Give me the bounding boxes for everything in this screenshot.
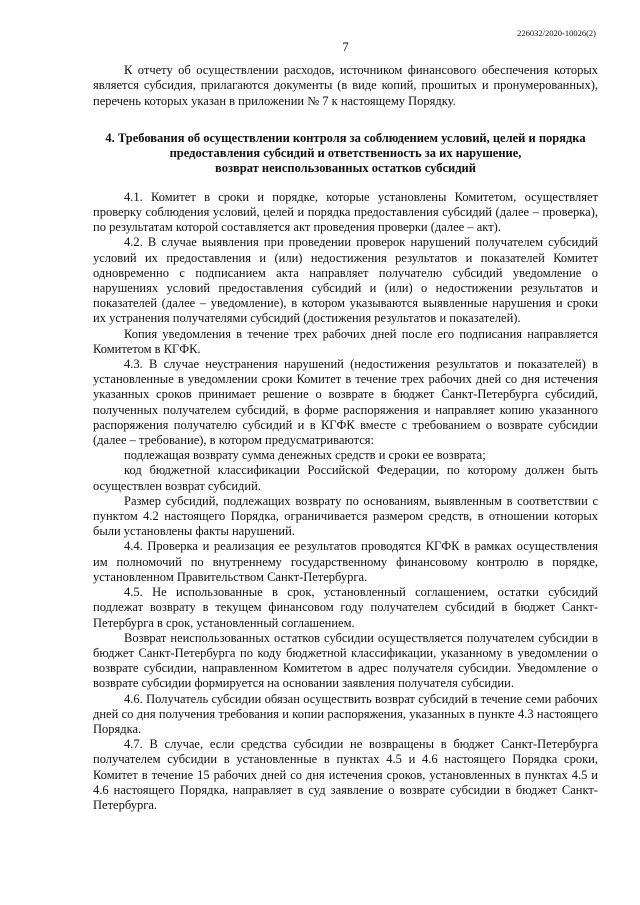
paragraph-4-3: 4.3. В случае неустранения нарушений (недостижения результатов и показателей) в установленные в уведомлении сроки Комитет в течение трех рабочих дней со дня истечения указанных сроков принимает решение о возврате в бюджет Санкт-Петербурга субсидий, полученных получателем субсидий, в форме распоряжения и направляет копию указанного распоряжения получателю субсидий и в КГФК вместе с требованием о возврате субсидии (далее – требование), в котором предусматриваются: xyxy=(93,357,598,448)
intro-paragraph: К отчету об осуществлении расходов, источником финансового обеспечения которых является субсидия, прилагаются документы (в виде копий, прошитых и пронумерованных), перечень которых указан в приложении № 7 к настоящему Порядку. xyxy=(93,63,598,108)
paragraph-4-2: 4.2. В случае выявления при проведении проверок нарушений получателем субсидий условий их предоставления и (или) недостижения результатов и показателей Комитет одновременно с подписанием акта направляет получателю субсидий уведомление о нарушениях условий предоставления субсидий и (или) о недостижении результатов и показателей (далее – уведомление), в котором указываются выявленные нарушения и сроки их устранения получателями субсидий (достижения результатов и показателей). xyxy=(93,235,598,326)
paragraph-4-4: 4.4. Проверка и реализация ее результатов проводятся КГФК в рамках осуществления им полномочий по внутреннему государственному финансовому контролю в порядке, установленном Правительством Санкт-Петербурга. xyxy=(93,539,598,584)
section-heading-line: предоставления субсидий и ответственность за их нарушение, xyxy=(169,145,522,160)
section-heading xyxy=(93,131,598,176)
spacer xyxy=(93,109,598,131)
section-heading-line: 4. Требования об осуществлении контроля за соблюдением условий, целей и порядка xyxy=(105,130,586,145)
page-number: 7 xyxy=(342,40,349,54)
paragraph-4-5: 4.5. Не использованные в срок, установленный соглашением, остатки субсидий подлежат возврату в текущем финансовом году получателем субсидий в бюджет Санкт-Петербурга в срок, установленный соглашением. xyxy=(93,585,598,630)
paragraph-4-6: 4.6. Получатель субсидии обязан осуществить возврат субсидий в течение семи рабочих дней со дня получения требования и копии распоряжения, указанных в пункте 4.3 настоящего Порядка. xyxy=(93,691,598,736)
paragraph-refund-size: Размер субсидий, подлежащих возврату по основаниям, выявленным в соответствии с пунктом 4.2 настоящего Порядка, ограничивается размером средств, в отношении которых были установлены факты нарушений. xyxy=(93,493,598,539)
paragraph-4-7: 4.7. В случае, если средства субсидии не возвращены в бюджет Санкт-Петербурга получателем субсидии в установленные в пунктах 4.5 и 4.6 настоящего Порядка сроки, Комитет в течение 15 рабочих дней со дня истечения сроков, установленных в пунктах 4.5 и 4.6 настоящего Порядка, направляет в суд заявление о возврате субсидии в бюджет Санкт-Петербурга. xyxy=(93,737,598,812)
section-heading-line: возврат неиспользованных остатков субсидий xyxy=(215,160,476,175)
paragraph-unused-refund: Возврат неиспользованных остатков субсидии осуществляется получателем субсидии в бюджет Санкт-Петербурга по коду бюджетной классификации, указанному в уведомлении о возврате субсидии, направленном Комитетом в адрес получателя субсидии. Уведомление о возврате субсидии формируется на основании заявления получателя субсидии. xyxy=(93,630,598,691)
paragraph-4-1: 4.1. Комитет в сроки и порядке, которые установлены Комитетом, осуществляет проверку соблюдения условий, целей и порядка предоставления субсидий (далее – проверка), по результатам которой составляется акт проведения проверки (далее – акт). xyxy=(93,189,598,235)
document-number: 226032/2020-10026(2) xyxy=(517,28,596,38)
paragraph-refund-amount: подлежащая возврату сумма денежных средств и сроки ее возврата; xyxy=(124,448,486,463)
paragraph-copy-notice: Копия уведомления в течение трех рабочих дней после его подписания направляется Комитетом в КГФК. xyxy=(93,326,598,356)
paragraph-budget-code: код бюджетной классификации Российской Федерации, по которому должен быть осуществлен возврат субсидий. xyxy=(93,463,598,493)
